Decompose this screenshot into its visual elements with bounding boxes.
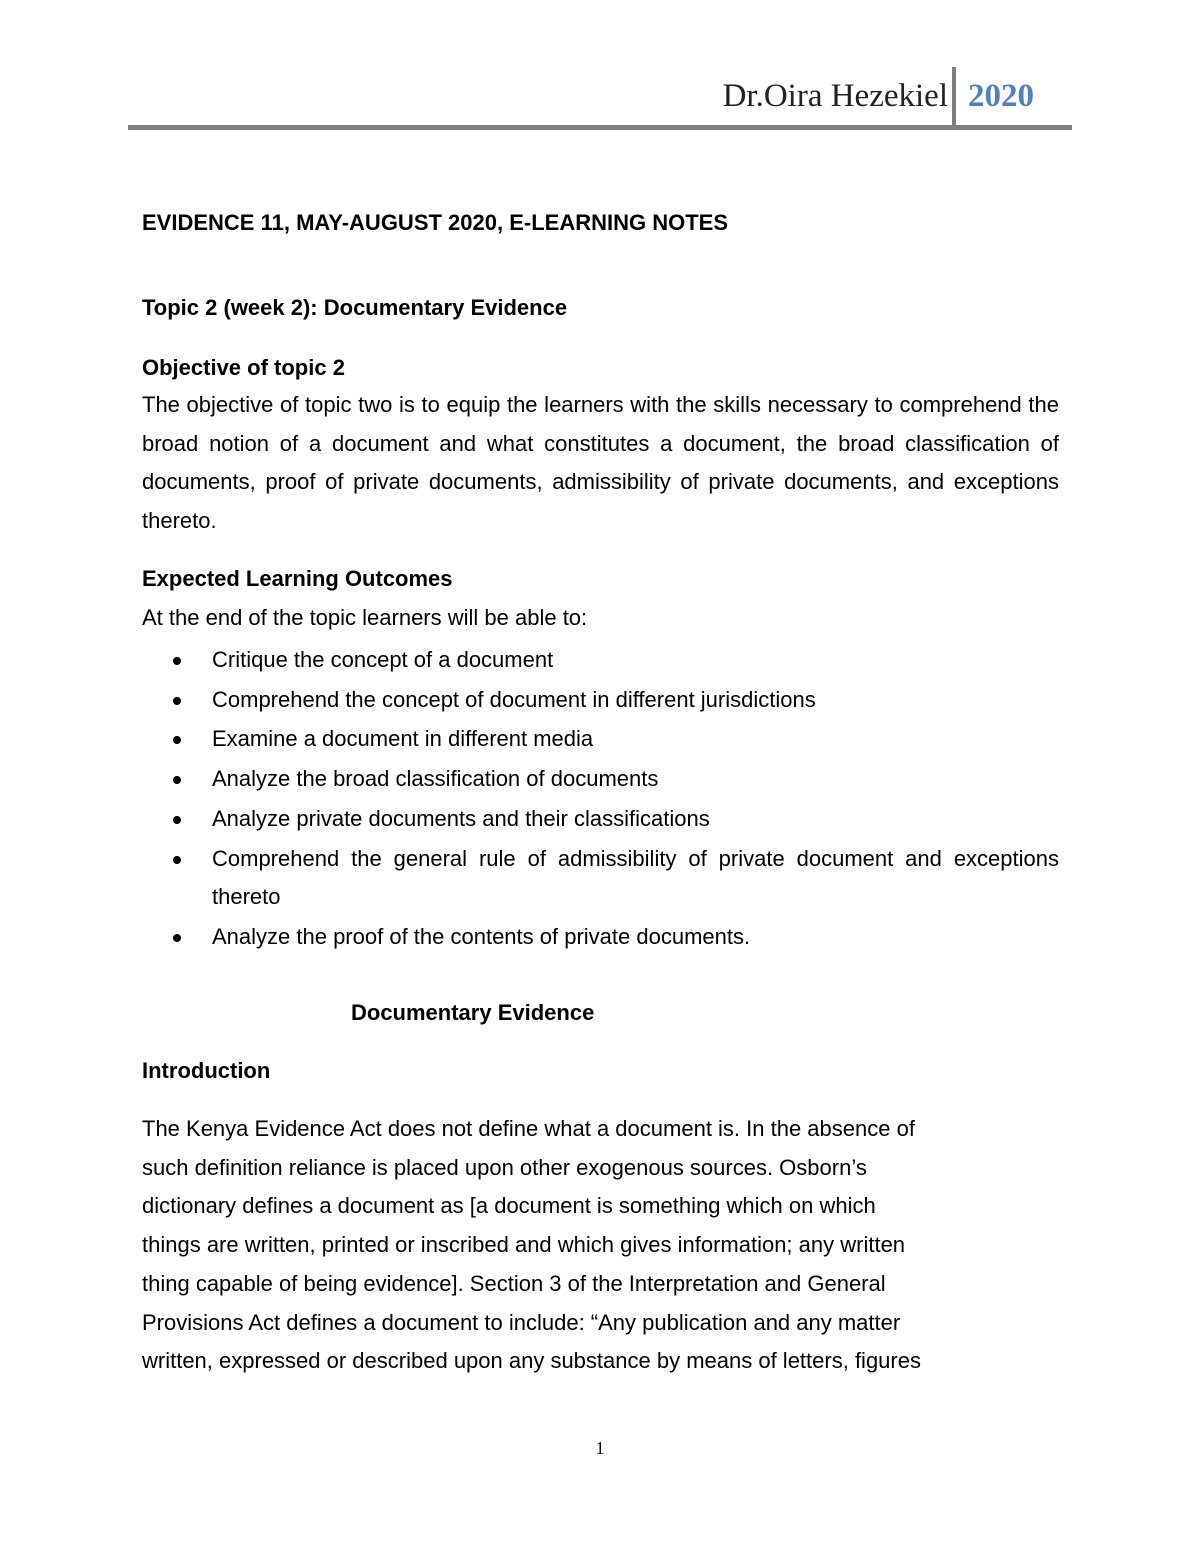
- header-divider: [952, 67, 956, 129]
- header-author: Dr.Oira Hezekiel: [722, 78, 948, 114]
- paragraph-line: such definition reliance is placed upon other exogenous sources. Osborn’s: [142, 1154, 867, 1180]
- list-item-text: Critique the concept of a document: [212, 647, 554, 672]
- introduction-paragraph: [142, 1110, 1042, 1381]
- bullet-icon: [173, 856, 181, 864]
- bullet-icon: [173, 934, 181, 942]
- list-item: [142, 800, 1059, 839]
- outcomes-lead: At the end of the topic learners will be able to:: [142, 605, 588, 630]
- list-item: [142, 918, 1059, 957]
- list-item-text: Analyze private documents and their classifications: [212, 805, 710, 831]
- list-item: [142, 840, 1059, 917]
- paragraph-line: The Kenya Evidence Act does not define what a document is. In the absence of: [142, 1116, 915, 1141]
- header-rule: [128, 125, 1072, 130]
- objective-heading: Objective of topic 2: [142, 355, 345, 380]
- list-item-text: Comprehend the general rule of admissibility of private document and exceptions thereto: [212, 845, 1059, 910]
- bullet-icon: [173, 697, 181, 705]
- list-item-text: Analyze the proof of the contents of private documents.: [212, 923, 751, 949]
- list-item-text: Comprehend the concept of document in different jurisdictions: [212, 686, 816, 712]
- list-item: [142, 720, 1059, 759]
- bullet-icon: [173, 657, 181, 665]
- topic-heading: Topic 2 (week 2): Documentary Evidence: [142, 295, 568, 320]
- paragraph-line: Provisions Act defines a document to include: “Any publication and any matter: [142, 1309, 901, 1335]
- document-title: EVIDENCE 11, MAY-AUGUST 2020, E-LEARNING NOTES: [142, 210, 728, 235]
- list-item-text: Analyze the broad classification of documents: [212, 766, 659, 792]
- list-item-text: Examine a document in different media: [212, 726, 594, 752]
- list-item: [142, 681, 1059, 720]
- paragraph-line: things are written, printed or inscribed and which gives information; any written: [142, 1232, 906, 1258]
- outcomes-list: [142, 641, 1059, 958]
- page-number: 1: [595, 1438, 605, 1458]
- bullet-icon: [173, 776, 181, 784]
- list-item: [142, 760, 1059, 799]
- paragraph-line: thing capable of being evidence]. Section 3 of the Interpretation and General: [142, 1270, 886, 1296]
- introduction-heading: Introduction: [142, 1058, 271, 1083]
- bullet-icon: [173, 816, 181, 824]
- paragraph-line: written, expressed or described upon any substance by means of letters, figures: [142, 1348, 921, 1374]
- objective-paragraph: The objective of topic two is to equip the learners with the skills necessary to comprehend the broad notion of a document and what constitutes a document, the broad classification of documents, proof of private documents, admissibility of private documents, and exceptions thereto.: [142, 392, 1059, 534]
- list-item: [142, 641, 1059, 680]
- header-year: 2020: [968, 78, 1034, 114]
- outcomes-heading: Expected Learning Outcomes: [142, 566, 453, 591]
- bullet-icon: [173, 736, 181, 744]
- paragraph-line: dictionary defines a document as [a document is something which on which: [142, 1193, 876, 1219]
- section-heading: Documentary Evidence: [351, 1000, 595, 1025]
